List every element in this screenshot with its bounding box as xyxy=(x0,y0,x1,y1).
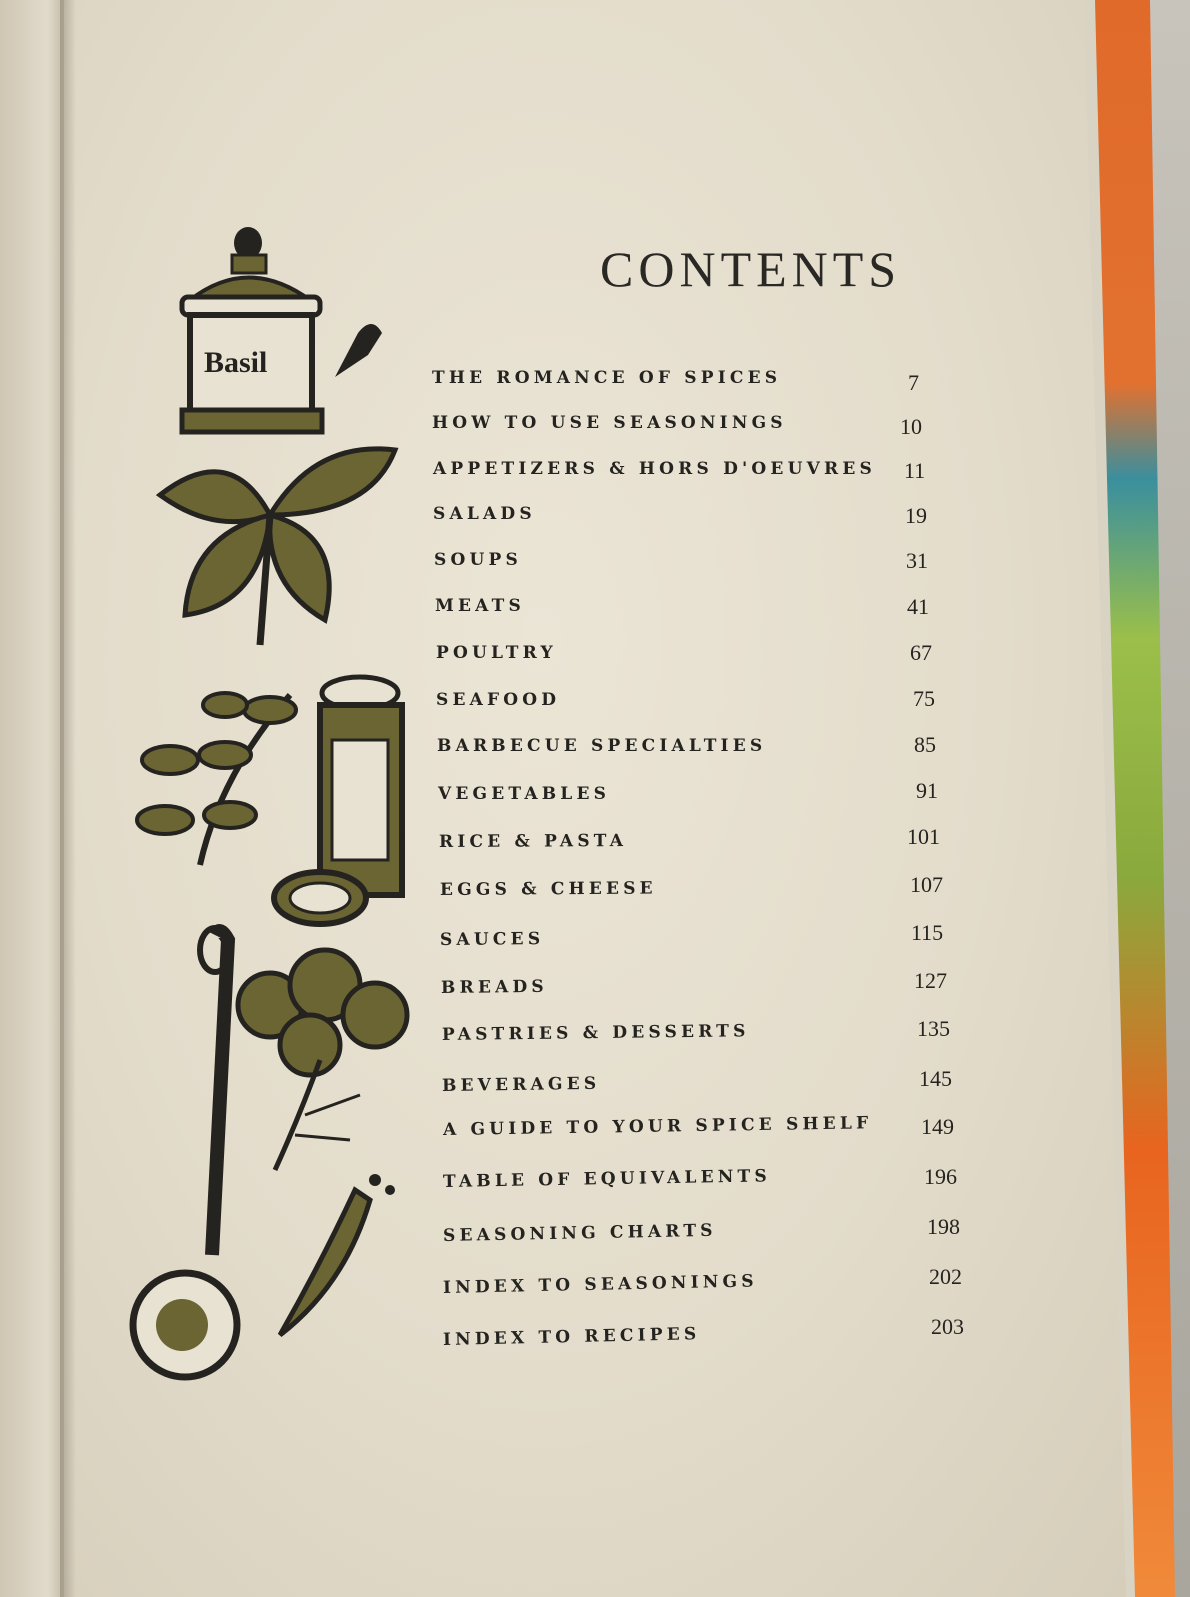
toc-entry-page-number: 149 xyxy=(921,1114,954,1139)
toc-entry-label: INDEX TO SEASONINGS xyxy=(442,1271,758,1298)
toc-entry-label: INDEX TO RECIPES xyxy=(442,1324,701,1350)
toc-entry-page-number: 91 xyxy=(916,778,938,803)
toc-entry-page-number: 145 xyxy=(919,1066,952,1091)
toc-entry-label: SEASONING CHARTS xyxy=(442,1220,717,1246)
toc-entry-label: HOW TO USE SEASONINGS xyxy=(432,413,787,433)
toc-entry-page-number: 127 xyxy=(914,968,947,993)
toc-entry-page-number: 85 xyxy=(914,732,936,757)
toc-entry-label: MEATS xyxy=(435,596,525,616)
toc-entry-page-number: 41 xyxy=(907,594,929,619)
toc-entry-label: RICE & PASTA xyxy=(438,831,628,852)
toc-entry-page-number: 10 xyxy=(900,414,922,439)
toc-entry-page-number: 135 xyxy=(917,1016,950,1041)
toc-entry-label: A GUIDE TO YOUR SPICE SHELF xyxy=(442,1113,873,1140)
toc-entry-page-number: 202 xyxy=(929,1264,962,1289)
toc-entry-label: BARBECUE SPECIALTIES xyxy=(437,736,767,756)
toc-entry-label: SEAFOOD xyxy=(436,690,561,710)
toc-entry-label: PASTRIES & DESSERTS xyxy=(441,1021,750,1045)
toc-entry-label: BEVERAGES xyxy=(441,1073,601,1096)
toc-entry-page-number: 7 xyxy=(908,370,919,395)
toc-entry-label: VEGETABLES xyxy=(438,784,611,804)
toc-entry-label: SAUCES xyxy=(439,929,545,950)
toc-entry-page-number: 196 xyxy=(924,1164,957,1189)
toc-entry-label: POULTRY xyxy=(436,643,557,663)
toc-entry-page-number: 11 xyxy=(904,458,926,483)
toc-entry-page-number: 67 xyxy=(910,640,932,665)
page-title: CONTENTS xyxy=(600,241,902,297)
toc-entry-label: TABLE OF EQUIVALENTS xyxy=(442,1166,772,1192)
toc-entry-page-number: 19 xyxy=(905,503,927,528)
toc-entry-page-number: 107 xyxy=(910,872,943,897)
toc-entry-label: EGGS & CHEESE xyxy=(439,878,657,900)
toc-entry-page-number: 115 xyxy=(911,920,944,945)
toc-entry-page-number: 203 xyxy=(931,1314,964,1339)
toc-entry-label: SOUPS xyxy=(434,550,522,570)
toc-entry-label: SALADS xyxy=(433,504,536,524)
toc-entry-page-number: 31 xyxy=(906,548,928,573)
toc-entry-label: THE ROMANCE OF SPICES xyxy=(432,368,782,388)
toc-entry-label: BREADS xyxy=(440,976,548,998)
toc-entry-page-number: 75 xyxy=(913,686,935,711)
toc-entry-label: APPETIZERS & HORS D'OEUVRES xyxy=(433,459,876,479)
toc-entry-page-number: 198 xyxy=(927,1214,960,1239)
jar-label: Basil xyxy=(204,346,268,379)
toc-entry-page-number: 101 xyxy=(907,824,940,849)
